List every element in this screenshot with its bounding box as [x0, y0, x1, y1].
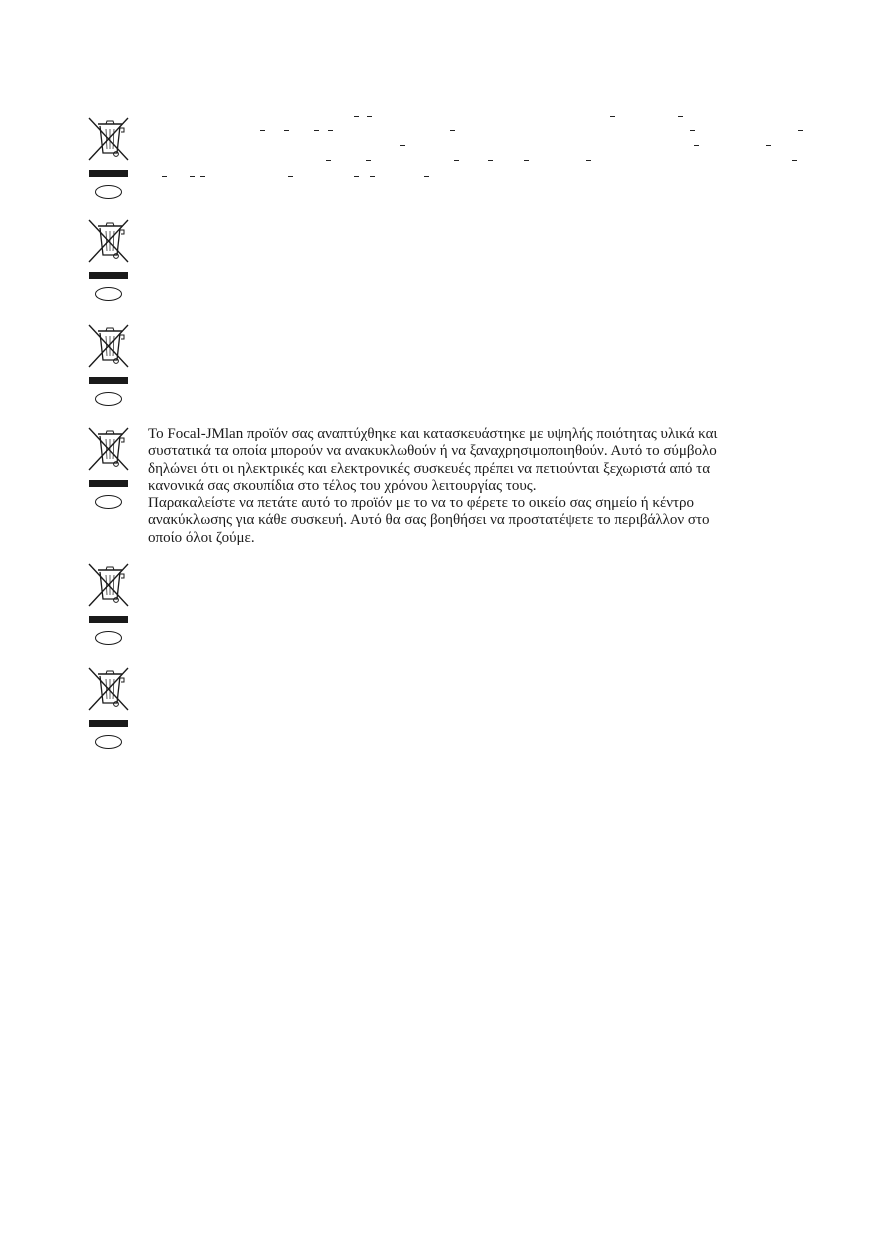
- garbled-text-marks: [148, 116, 808, 186]
- recycling-notice-text: [148, 426, 808, 547]
- crossed-out-wheelie-bin-icon: [86, 562, 130, 648]
- notice-line-7: οποίο όλοι ζούμε.: [148, 529, 255, 546]
- notice-line-6: ανακύκλωσης για κάθε συσκευή. Αυτό θα σας βοηθήσει να προστατέψετε το περιβάλλον στο: [148, 512, 710, 529]
- crossed-out-wheelie-bin-icon: [86, 116, 130, 202]
- crossed-out-wheelie-bin-icon: [86, 323, 130, 409]
- crossed-out-wheelie-bin-icon: [86, 666, 130, 752]
- notice-line-1: Το Focal-JMlan προϊόν σας αναπτύχθηκε και κατασκευάστηκε με υψηλής ποιότητας υλικά και: [148, 426, 718, 442]
- notice-line-4: κανονικά σας σκουπίδια στο τέλος του χρόνου λειτουργίας τους.: [148, 477, 537, 494]
- crossed-out-wheelie-bin-icon: [86, 426, 130, 512]
- notice-line-3: δηλώνει ότι οι ηλεκτρικές και ελεκτρονικές συσκευές πρέπει να πετιούνται ξεχωριστά από τα: [148, 460, 711, 477]
- notice-line-2: συστατικά τα οποία μπορούν να ανακυκλωθούν ή να ξαναχρησιμοποιηθούν. Αυτό το σύμβολο: [148, 443, 717, 460]
- crossed-out-wheelie-bin-icon: [86, 218, 130, 304]
- notice-line-5: Παρακαλείστε να πετάτε αυτό το προϊόν με το να το φέρετε το οικείο σας σημείο ή κέντρο: [148, 495, 695, 512]
